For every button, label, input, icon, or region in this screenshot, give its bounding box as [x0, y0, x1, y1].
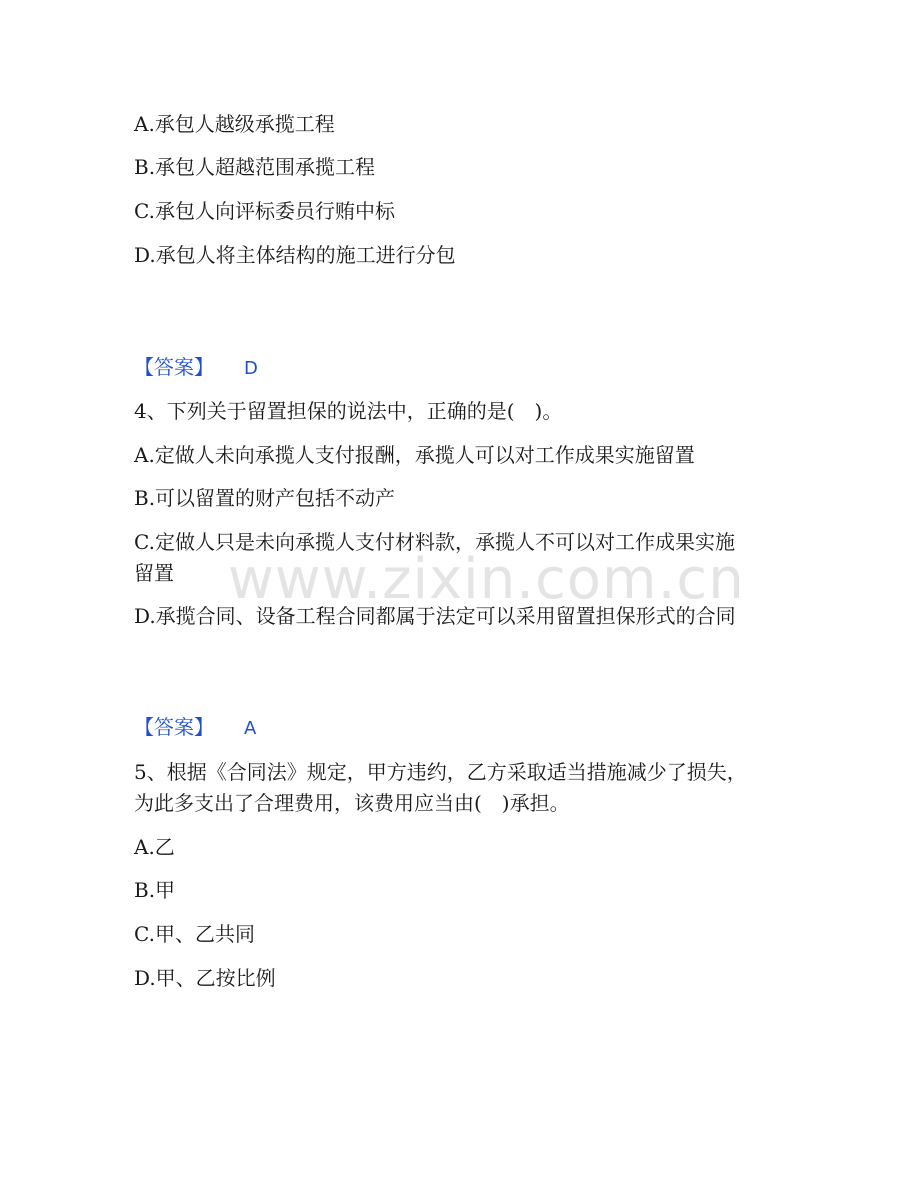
- q5-option-d: D.甲、乙按比例: [134, 966, 276, 990]
- q5-option-b: B.甲: [134, 878, 176, 902]
- q3-option-c: C.承包人向评标委员行贿中标: [134, 199, 395, 223]
- q3-option-d: D.承包人将主体结构的施工进行分包: [134, 243, 456, 267]
- q4-option-c: C.定做人只是未向承揽人支付材料款，承揽人不可以对工作成果实施: [134, 530, 735, 554]
- watermark: www.zixin.com.cn: [228, 547, 745, 612]
- q4-question: 4、下列关于留置担保的说法中，正确的是( )。: [134, 399, 563, 423]
- answer-label: 【答案】: [134, 715, 214, 739]
- q5-question-line-2: 为此多支出了合理费用，该费用应当由( )承担。: [134, 791, 570, 815]
- q3-answer: [134, 353, 258, 383]
- q4-answer: [134, 713, 256, 743]
- q4-option-b: B.可以留置的财产包括不动产: [134, 486, 396, 510]
- q3-option-a: A.承包人越级承揽工程: [134, 112, 335, 136]
- q5-option-c: C.甲、乙共同: [134, 922, 255, 946]
- q4-option-a: A.定做人未向承揽人支付报酬，承揽人可以对工作成果实施留置: [134, 443, 695, 467]
- q4-option-d: D.承揽合同、设备工程合同都属于法定可以采用留置担保形式的合同: [134, 604, 736, 628]
- q5-option-a: A.乙: [134, 835, 175, 859]
- answer-label: 【答案】: [134, 355, 214, 379]
- q4-option-c-continued: 留置: [134, 561, 174, 585]
- answer-letter: D: [244, 358, 258, 379]
- answer-letter: A: [244, 718, 257, 739]
- q3-option-b: B.承包人超越范围承揽工程: [134, 155, 376, 179]
- q5-question-line-1: 5、根据《合同法》规定，甲方违约，乙方采取适当措施减少了损失，: [134, 760, 747, 784]
